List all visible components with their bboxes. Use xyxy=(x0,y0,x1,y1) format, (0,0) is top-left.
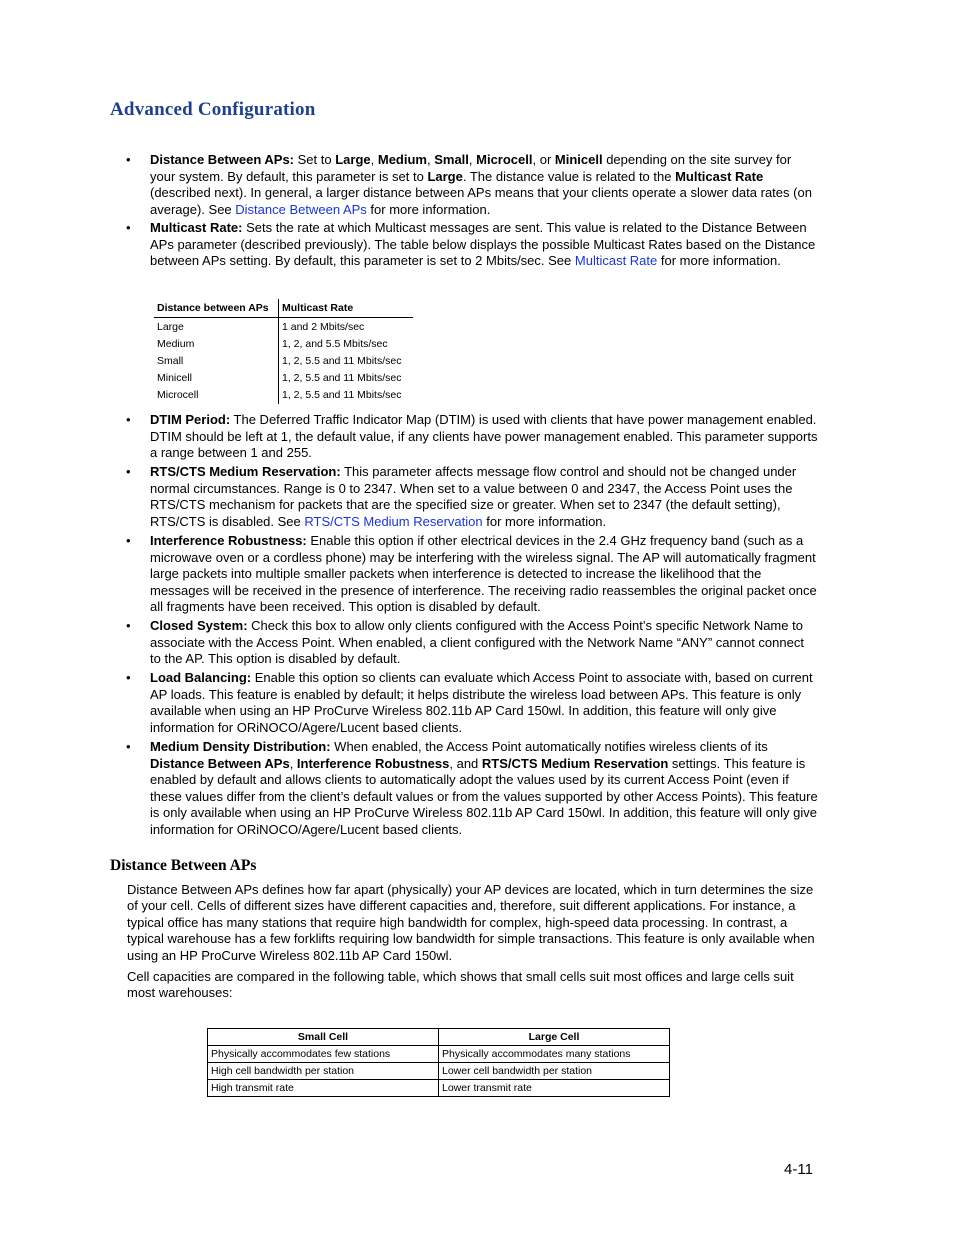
column-header: Distance between APs xyxy=(154,299,279,318)
table-header-row xyxy=(208,1029,670,1046)
setting-name: Interference Robustness xyxy=(296,755,450,771)
bullet-text: settings. This feature is enabled by default and allows clients to automatically adopt the values used by its current Access Point (even if these values differ from the client’s default values or from the values supported by other Access Points). This feature is only available when using an HP ProCurve Wireless 802.11b AP Card 150wl. In addition, this feature will only give information for ORiNOCO/Agere/Lucent based clients. xyxy=(150,755,818,837)
bullet-text: This parameter affects message flow control and should not be changed under normal circumstances. Range is 0 to 2347. When set to a value between 0 and 2347, the Access Point uses the RTS/CTS mechanism for packets that are the specified size or greater. When set to 2347 (the default setting), RTS/CTS is disabled. See xyxy=(150,464,797,529)
bullet-text: Enable this option if other electrical devices in the 2.4 GHz frequency band (such as a microwave oven or a cordless phone) may be interfering with the wireless signal. The AP will automatically fragment large packets into multiple smaller packets when interference is detected to increase the likelihood that the messages will be received in the presence of interference. The receiving radio reassembles the original packet once all fragments have been received. This option is disabled by default. xyxy=(150,533,817,614)
table-header-row xyxy=(154,299,413,318)
bullet-load-balancing xyxy=(126,670,818,736)
table-cell: 1, 2, and 5.5 Mbits/sec xyxy=(282,337,388,350)
option-small: Small xyxy=(434,152,469,167)
bullet-text: (described next). In general, a larger distance between APs means that your clients operate a slower data rates (on average). See xyxy=(150,185,812,217)
option-microcell: Microcell xyxy=(476,152,533,167)
bullet-dtim-period xyxy=(126,412,818,462)
bullet-text: Check this box to allow only clients configured with the Access Point’s specific Network Name to associate with the Access Point. When enabled, a client configured with the Network Name “ANY” cannot connect to the AP. This option is disabled by default. xyxy=(150,618,804,666)
bullet-text: Sets the rate at which Multicast messages are sent. This value is related to the Distance Between APs parameter (described previously). The table below displays the possible Multicast Rates based on the Distance between APs setting. By default, this parameter is set to 2 Mbits/sec. See xyxy=(150,220,816,268)
rts-cts-link[interactable]: RTS/CTS Medium Reservation xyxy=(304,513,483,529)
table-row xyxy=(154,335,413,352)
bullet-label: DTIM Period: xyxy=(150,412,231,427)
bullet-text: Enable this option so clients can evaluate which Access Point to associate with, based on current AP loads. This feature is enabled by default; it helps distribute the wireless load between APs. This feature is only available when using an HP ProCurve Wireless 802.11b AP Card 150wl. In addition, this feature will only give information for ORiNOCO/Agere/Lucent based clients. xyxy=(150,670,813,735)
bullet-marker: • xyxy=(126,220,131,235)
bullet-text: for more information. xyxy=(482,513,607,529)
table-cell: Minicell xyxy=(154,370,279,387)
table-cell: 1, 2, 5.5 and 11 Mbits/sec xyxy=(282,372,402,385)
table-cell: 1, 2, 5.5 and 11 Mbits/sec xyxy=(282,354,402,367)
bullet-marker: • xyxy=(126,739,131,754)
paragraph-distance-between-aps: Distance Between APs defines how far apart (physically) your AP devices are located, which in turn determines the size of your cell. Cells of different sizes have different capacities and, therefore, suit different applications. For instance, a typical office has many stations that require high bandwidth for complex, high-speed data processing. In contrast, a typical warehouse has a few forklifts requiring low bandwidth for simple transactions. This feature is only available when using an HP ProCurve Wireless 802.11b AP Card 150wl. xyxy=(127,882,815,963)
table-cell: 1, 2, 5.5 and 11 Mbits/sec xyxy=(282,389,402,402)
option-minicell: Minicell xyxy=(554,152,603,167)
bullet-text: The Deferred Traffic Indicator Map (DTIM) is used with clients that have power management enabled. DTIM should be left at 1, the default value, if any clients have power management enabled. This parameter supports a range between 1 and 255. xyxy=(150,412,818,460)
bullet-marker: • xyxy=(126,618,131,633)
bullet-text: When enabled, the Access Point automatically notifies wireless clients of its xyxy=(330,739,768,754)
bullet-medium-density-distribution xyxy=(126,739,818,838)
separator: , xyxy=(289,755,297,771)
table-cell: Small xyxy=(154,352,279,369)
table-cell: Microcell xyxy=(154,387,279,404)
separator: , and xyxy=(449,755,482,771)
table-cell: Physically accommodates few stations xyxy=(208,1046,439,1063)
table-cell: Lower transmit rate xyxy=(439,1080,670,1097)
table-row xyxy=(154,318,413,336)
table-row xyxy=(154,370,413,387)
bullet-text: for more information. xyxy=(366,201,491,217)
table-row xyxy=(208,1080,670,1097)
bullet-marker: • xyxy=(126,412,131,427)
page-number: 4-11 xyxy=(784,1161,813,1178)
bullet-label: Interference Robustness: xyxy=(150,533,307,548)
bullet-label: Multicast Rate: xyxy=(150,220,243,235)
bullet-marker: • xyxy=(126,533,131,548)
section-title: Advanced Configuration xyxy=(110,99,316,120)
bullet-text: depending on the site survey for your system. By default, this parameter is set to xyxy=(150,152,792,184)
table-row xyxy=(154,387,413,404)
bullet-marker: • xyxy=(126,670,131,685)
column-header: Multicast Rate xyxy=(279,299,414,318)
table-cell: High transmit rate xyxy=(208,1080,439,1097)
related-setting: Multicast Rate xyxy=(675,168,764,184)
table-cell: Lower cell bandwidth per station xyxy=(439,1063,670,1080)
table-cell: High cell bandwidth per station xyxy=(208,1063,439,1080)
table-cell: Medium xyxy=(154,335,279,352)
separator: , xyxy=(370,152,378,167)
bullet-label: Load Balancing: xyxy=(150,670,252,685)
separator: , xyxy=(468,152,477,167)
paragraph-cell-capacities: Cell capacities are compared in the following table, which shows that small cells suit most offices and large cells suit most warehouses: xyxy=(127,969,794,1001)
bullet-rts-cts xyxy=(126,464,818,530)
column-header: Large Cell xyxy=(439,1029,670,1046)
table-row xyxy=(208,1046,670,1063)
cell-capacity-table xyxy=(207,1028,670,1097)
bullet-label: Distance Between APs: xyxy=(150,152,295,167)
table-cell: Large xyxy=(154,318,279,336)
multicast-rate-link[interactable]: Multicast Rate xyxy=(574,253,658,268)
option-large: Large xyxy=(335,152,371,167)
setting-name: RTS/CTS Medium Reservation xyxy=(481,755,669,771)
bullet-marker: • xyxy=(126,152,131,167)
default-value: Large xyxy=(427,168,463,184)
bullet-text: Set to xyxy=(294,152,336,167)
bullet-closed-system xyxy=(126,618,818,668)
subsection-title: Distance Between APs xyxy=(110,857,257,874)
bullet-marker: • xyxy=(126,464,131,479)
table-row xyxy=(208,1063,670,1080)
bullet-label: RTS/CTS Medium Reservation: xyxy=(150,464,341,479)
bullet-text: . The distance value is related to the xyxy=(462,168,676,184)
column-header: Small Cell xyxy=(208,1029,439,1046)
option-medium: Medium xyxy=(377,152,427,167)
separator: , or xyxy=(532,152,555,167)
separator: , xyxy=(426,152,435,167)
multicast-rate-table xyxy=(154,299,413,404)
bullet-multicast-rate xyxy=(126,220,818,270)
bullet-distance-between-aps xyxy=(126,152,818,218)
bullet-interference-robustness xyxy=(126,533,818,616)
table-cell: 1 and 2 Mbits/sec xyxy=(282,320,365,333)
table-row xyxy=(154,352,413,369)
distance-between-aps-link[interactable]: Distance Between APs xyxy=(235,201,367,217)
bullet-label: Closed System: xyxy=(150,618,248,633)
setting-name: Distance Between APs xyxy=(150,755,290,771)
table-cell: Physically accommodates many stations xyxy=(439,1046,670,1063)
bullet-text: for more information. xyxy=(657,253,781,268)
bullet-label: Medium Density Distribution: xyxy=(150,739,331,754)
